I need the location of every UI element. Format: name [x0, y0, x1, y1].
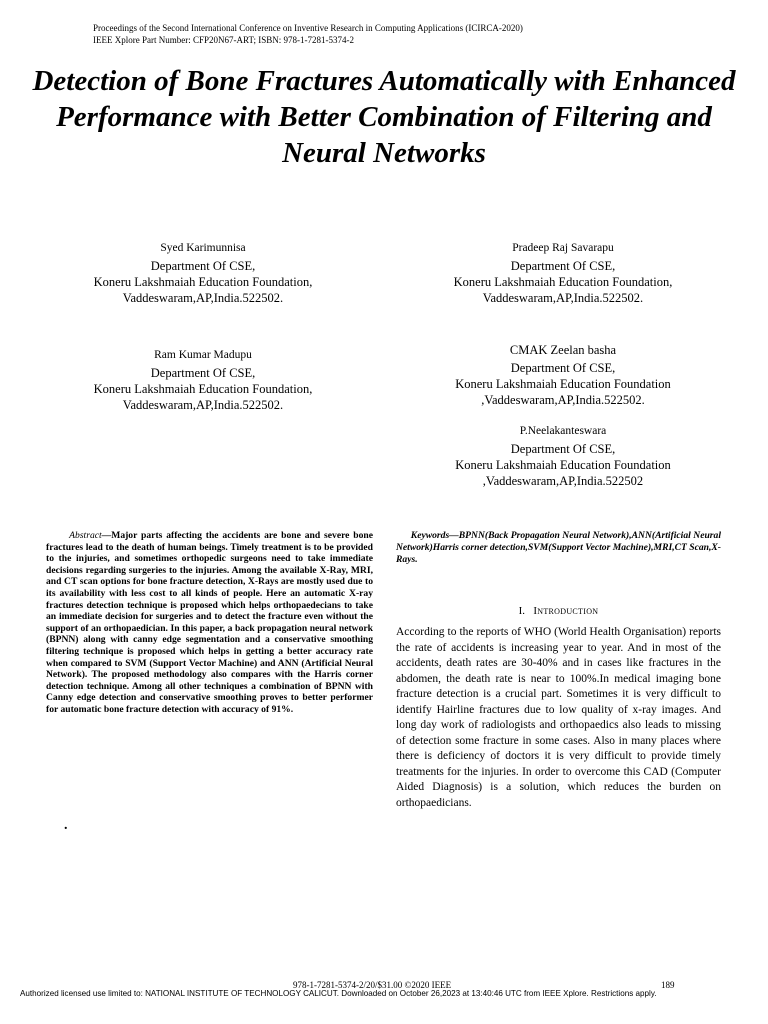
author-name: CMAK Zeelan basha [509, 343, 617, 357]
keywords-label: Keywords [410, 530, 450, 541]
author-affiliation-line: Department Of CSE, [150, 259, 256, 273]
author-affiliation-line: Koneru Lakshmaiah Education Foundation, [93, 382, 313, 396]
keywords-text: —BPNN(Back Propagation Neural Network),ANN(Artificial Neural Network)Harris corner detection,SVM(Support Vector Machine),MRI,CT Scan,X-Rays. [396, 530, 721, 565]
author-affiliation-line: ,Vaddeswaram,AP,India.522502. [481, 393, 645, 407]
author-block-4 [398, 342, 728, 408]
author-affiliation-line: Department Of CSE, [510, 442, 616, 456]
author-affiliation-line: Koneru Lakshmaiah Education Foundation [455, 377, 671, 391]
license-notice: Authorized licensed use limited to: NATIONAL INSTITUTE OF TECHNOLOGY CALICUT. Downloaded on October 26,2023 at 13:40:46 UTC from IEEE Xplore. Restrictions apply. [20, 989, 657, 998]
conference-header: Proceedings of the Second International Conference on Inventive Research in Computing Applications (ICIRCA-2020) [93, 23, 523, 33]
paper-title: Detection of Bone Fractures Automatically with Enhanced Performance with Better Combination of Filtering and Neural Networks [32, 65, 736, 169]
section-heading [396, 605, 721, 617]
author-affiliation-line: Department Of CSE, [510, 361, 616, 375]
author-name: Pradeep Raj Savarapu [512, 242, 614, 254]
author-block-1 [38, 240, 368, 306]
section-number: I. [518, 605, 526, 617]
isbn-header: IEEE Xplore Part Number: CFP20N67-ART; ISBN: 978-1-7281-5374-2 [93, 35, 354, 45]
author-affiliation-line: Department Of CSE, [150, 366, 256, 380]
author-affiliation-line: Koneru Lakshmaiah Education Foundation, [453, 275, 673, 289]
author-block-5 [398, 423, 728, 489]
author-name: Syed Karimunnisa [160, 242, 246, 254]
author-affiliation-line: Vaddeswaram,AP,India.522502. [482, 291, 644, 305]
introduction-text: According to the reports of WHO (World Health Organisation) reports the rate of accidents is increasing year to year. And in most of the accidents, death rates are 30-40% and in cases like fractures in the abdomen, the death rate is near to 100%.In medical imaging bone fracture detection is a crucial part. Sometimes it is very difficult to identify Hairline fractures due to low quality of x-ray images. And long day work of radiologists and orthopaedics also leads to missing of detection some fracture in some cases. Also in many places where there is deficiency of doctors it is very difficult to provide timely treatments for the injuries. In order to overcome this CAD (Computer Aided Diagnosis) is a solution, which reduces the burden on orthopaedicians. [396, 626, 721, 809]
abstract-label: Abstract [69, 530, 102, 541]
author-name: P.Neelakanteswara [519, 425, 607, 437]
author-affiliation-line: ,Vaddeswaram,AP,India.522502 [482, 474, 644, 488]
abstract-text: —Major parts affecting the accidents are bone and severe bone fractures lead to the death of human beings. Timely treatment is to be provided to the injuries, and sometimes orthopedic surgeons need to take immediate decisions regarding surgeries to the injuries. Among the available X-Ray, MRI, and CT scan options for bone fracture detection, X-Rays are mostly used due to its availability with less cost to all kinds of people. Here an automatic X-ray fractures detection technique is proposed which helps orthopaedecians to take an immediate decision for surgeries and to detect the fracture even without the support of an orthopaedician. In this paper, a back propagation neural network (BPNN) along with canny edge segmentation and a conservative smoothing filtering technique is proposed which helps in getting a better accuracy rate when compared to SVM (Support Vector Machine) and ANN (Artificial Neural Network). The proposed methodology also compares with the Harris corner detection technique. Among all other techniques a combination of BPNN with Canny edge detection and conservative smoothing proves to better performer for automatic bone fracture detection with accuracy of 91%. [46, 530, 374, 715]
keywords [396, 530, 721, 565]
author-affiliation-line: Vaddeswaram,AP,India.522502. [122, 398, 284, 412]
section-title: Introduction [533, 605, 599, 617]
author-affiliation-line: Koneru Lakshmaiah Education Foundation, [93, 275, 313, 289]
author-affiliation-line: Department Of CSE, [510, 259, 616, 273]
author-block-3 [38, 347, 368, 413]
author-block-2 [398, 240, 728, 306]
author-name: Ram Kumar Madupu [154, 349, 252, 361]
author-affiliation-line: Vaddeswaram,AP,India.522502. [122, 291, 284, 305]
copyright-footer: 978-1-7281-5374-2/20/$31.00 ©2020 IEEE [293, 980, 452, 990]
author-affiliation-line: Koneru Lakshmaiah Education Foundation [455, 458, 671, 472]
page-number: 189 [661, 980, 675, 990]
stray-mark: . [64, 818, 68, 833]
abstract [46, 530, 373, 716]
